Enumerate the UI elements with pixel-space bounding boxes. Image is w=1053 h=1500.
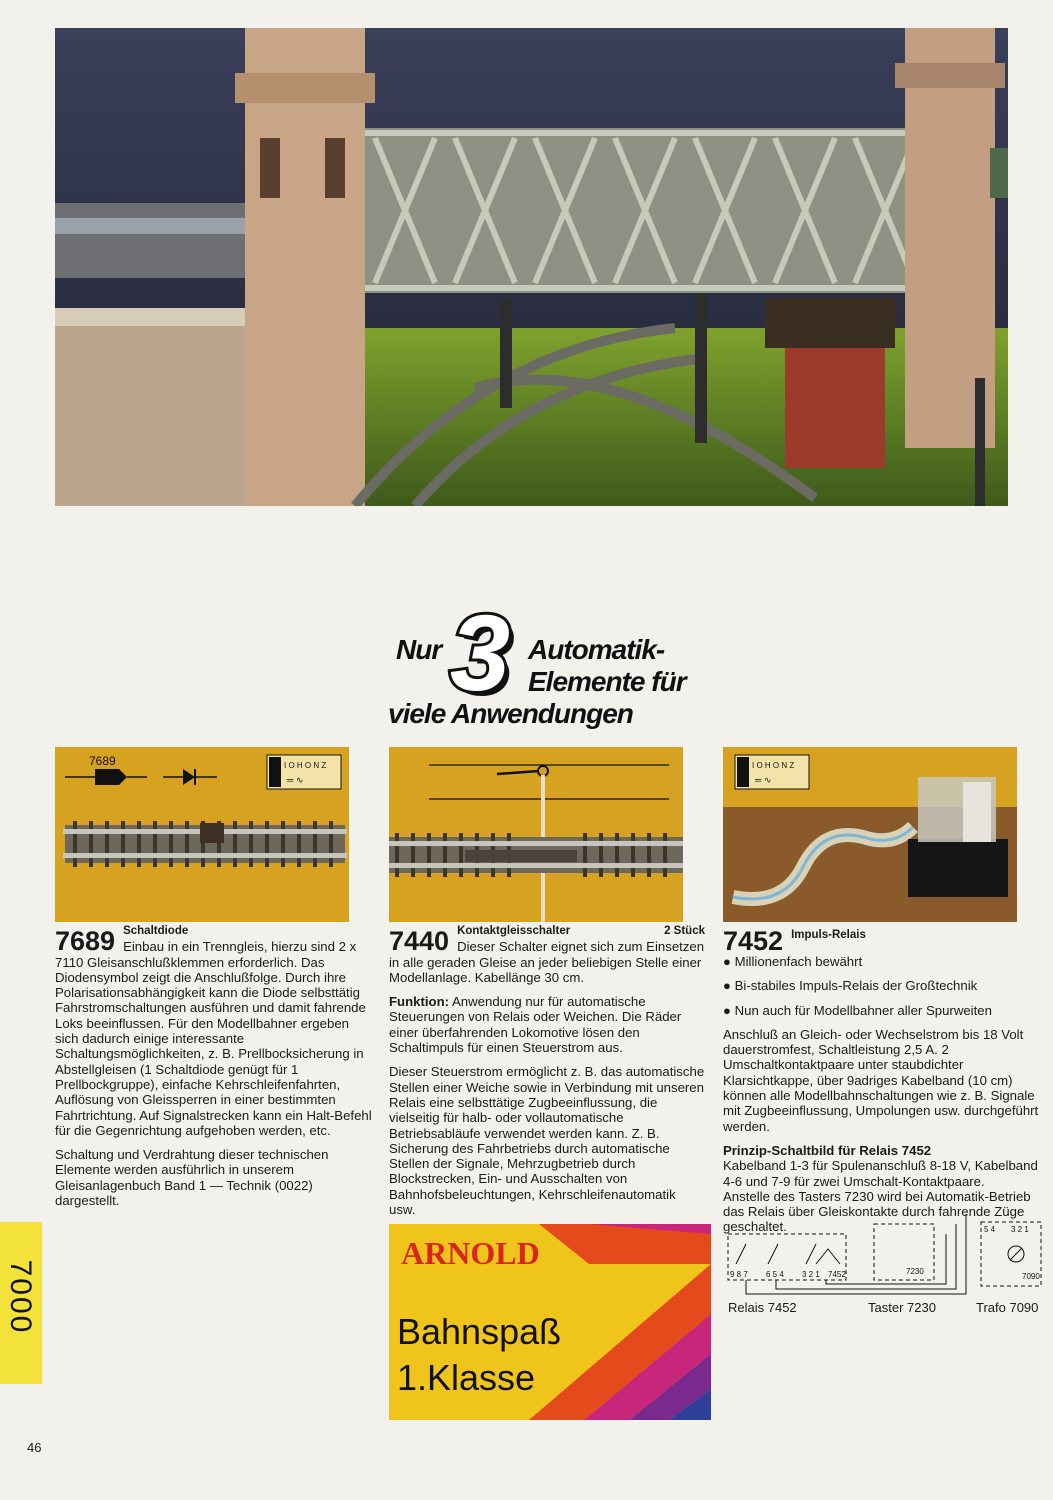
hero-photo <box>55 28 1008 506</box>
product-image-7440 <box>389 747 683 922</box>
product-name: Impuls-Relais <box>791 929 866 941</box>
pins-b: 6 5 4 <box>766 1270 784 1279</box>
product-quantity: 2 Stück <box>664 925 705 937</box>
pins-a: 9 8 7 <box>730 1270 748 1279</box>
headline-nur: Nur <box>396 634 442 665</box>
badge-bottom: ═ ∿ <box>287 775 304 785</box>
scheme-text-2: Anstelle des Tasters 7230 wird bei Automatik-Betrieb das Relais über Gleiskontakte durch fahrende Züge geschaltet. <box>723 1188 1031 1235</box>
ad-brand: ARNOLD <box>401 1235 540 1271</box>
product-image-7452 <box>723 747 1017 922</box>
product-number: 7689 <box>55 926 116 956</box>
trafo-pins: 5 4 <box>984 1225 996 1234</box>
diode-symbol-label: 7689 <box>89 754 116 768</box>
current-type-badge <box>267 755 341 789</box>
bullet-item: ● Nun auch für Modellbahner aller Spurweiten <box>723 1002 992 1018</box>
product-description-2: Schaltung und Verdrahtung dieser technischen Elemente werden ausführlich in unserem Gleisanlagenbuch Band 1 — Technik (0022) dargestellt. <box>55 1147 329 1209</box>
scheme-text: Kabelband 1-3 für Spulenanschluß 8-18 V, Kabelband 4-6 und 7-9 für zwei Umschalt-Kontaktpaare. <box>723 1158 1038 1189</box>
chapter-tab <box>0 1222 42 1384</box>
product-7440-text <box>389 924 705 1226</box>
trafo-pins-2: 3 2 1 <box>1011 1225 1029 1234</box>
bullet-item: ● Millionenfach bewährt <box>723 954 863 969</box>
product-description: Einbau in ein Trenngleis, hierzu sind 2 x 7110 Gleisanschlußklemmen erforderlich. Das Diodensymbol zeigt die Anschlußfolge. Durch ihre Polarisationsabhängigkeit kann die Diode selbsttätig Fahrstromschaltungen ausführen und damit fahrende Loks beeinflussen. Für den Modellbahner ergeben sich dadurch einige interessante Schaltungsmöglichkeiten, z. B. Prellbocksicherung in Abstellgleisen (1 Schaltdiode genügt für 1 Prellbockgruppe), einfache Kehrschleifenfahrten, Auflösung von Gleissperren in einer bestimmten Fahrtrichtung. Auf Signalstrecken kann ein Halt-Befehl für die Gegenrichtung aufgehoben werden, etc. <box>55 939 372 1138</box>
pins-c: 3 2 1 <box>802 1270 820 1279</box>
badge-bottom: ═ ∿ <box>755 775 772 785</box>
caption-button: Taster 7230 <box>868 1300 936 1315</box>
scheme-title: Prinzip-Schaltbild für Relais 7452 <box>723 1142 932 1158</box>
badge-top: I O H O N Z <box>284 761 327 770</box>
box-trafo: 7090 <box>1022 1272 1040 1281</box>
headline-line1: Automatik- <box>528 634 665 665</box>
product-image-7689 <box>55 747 349 922</box>
product-name: Kontaktgleisschalter <box>457 925 571 937</box>
product-description: Anschluß an Gleich- oder Wechselstrom bis 18 Volt dauerstromfest, Schaltleistung 2,5 A. 2 Umschaltkontaktpaare unter staubdichter Klarsichtkappe, über 9adriges Kabelband (10 cm) können alle Modellbahnschaltungen wie z. B. Signale mit Zugbeeinflussung, Umpolungen usw. durchgeführt werden. <box>723 1026 1039 1134</box>
page-number: 46 <box>27 1440 42 1455</box>
product-number: 7440 <box>389 926 450 956</box>
badge-top: I O H O N Z <box>752 761 795 770</box>
current-type-badge <box>735 755 809 789</box>
box-relay: 7452 <box>828 1270 846 1279</box>
arnold-advert <box>389 1224 711 1420</box>
ad-line1: Bahnspaß <box>397 1311 562 1352</box>
function-label: Funktion: <box>389 994 450 1010</box>
product-number: 7452 <box>723 926 784 956</box>
caption-relay: Relais 7452 <box>728 1300 797 1315</box>
product-description: Dieser Schalter eignet sich zum Einsetzen in alle geraden Gleise an jeder beliebigen Stelle einer Modellanlage. Kabellänge 30 cm. <box>389 939 705 985</box>
product-name: Schaltdiode <box>123 925 189 937</box>
headline-line2: Elemente für <box>528 666 686 697</box>
chapter-tab-label: 7000 <box>4 1259 37 1335</box>
headline <box>380 592 740 729</box>
ad-line2: 1.Klasse <box>397 1357 536 1398</box>
product-7689-text <box>55 924 373 1217</box>
headline-line3: viele Anwendungen <box>388 698 633 729</box>
caption-trafo: Trafo 7090 <box>976 1300 1039 1315</box>
box-button: 7230 <box>906 1267 924 1276</box>
headline-three: 3 <box>450 592 511 713</box>
product-description-3: Dieser Steuerstrom ermöglicht z. B. das automatische Stellen einer Weiche sowie in Verbindung mit unseren Relais eine selbsttätige Zugbeeinflussung, die vielseitig für halb- oder vollautomatische Betriebsabläufe verwendet werden kann. Z. B. Sicherung des Fahrbetriebs durch automatische Stellen der Signale, Mehrzugbetrieb durch Blockstrecken, Ein- und Ausschalten von Bahnhofsbeleuchtungen, Kehrschleifenautomatik usw. <box>389 1064 705 1218</box>
function-text: Anwendung nur für automatische Steuerungen von Relais oder Weichen. Die Räder einer überfahrenden Lokomotive lösen den Schaltimpuls für einen Steuerstrom aus. <box>389 994 682 1056</box>
product-7452-text <box>723 924 1041 1244</box>
bullet-item: ● Bi-stabiles Impuls-Relais der Großtechnik <box>723 978 978 994</box>
